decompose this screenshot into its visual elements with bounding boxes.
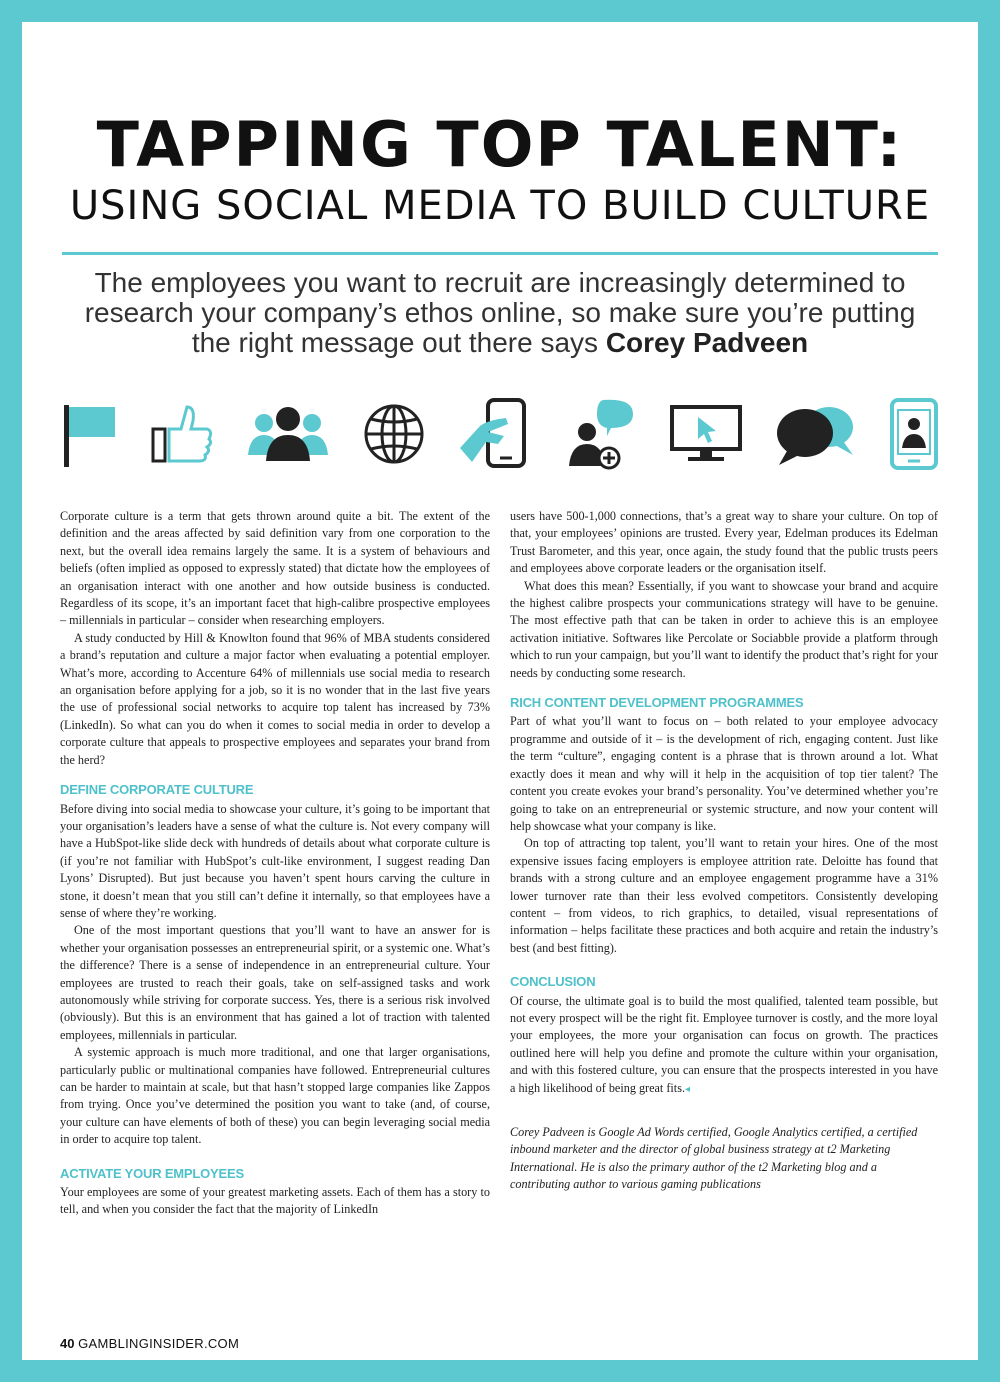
standfirst-author: Corey Padveen <box>605 327 809 358</box>
user-chat-add-icon <box>563 396 639 472</box>
author-bio: Corey Padveen is Google Ad Words certified, Google Analytics certified, a certified inbound marketer and the director of global business strategy at t2 Marketing International. He is also the primary author of the t2 Marketing blog and a contributing author to various gaming publications <box>510 1125 918 1192</box>
paragraph: A study conducted by Hill & Knowlton found that 96% of MBA students considered a brand’s reputation and culture a major factor when evaluating a potential employer. What’s more, according to Accenture 64% of millennials use social media to research an organisation before applying for a job, so it is no wonder that in the last five years the use of professional social networks to acquire top talent has increased by 73% (LinkedIn). So what can you do when it comes to social media in order to develop a corporate culture that appeals to prospective employees and separates your brand from the herd? <box>60 630 490 767</box>
paragraph: users have 500-1,000 connections, that’s a great way to share your culture. On top of that, your employees’ opinions are trusted. Every year, Edelman produces its Edelman Trust Barometer, and this year, once again, the study found that the public trusts peers and employees above corporate leaders or the organisation itself. <box>510 509 938 576</box>
magazine-page <box>22 22 978 1360</box>
phone-user-icon <box>886 396 942 472</box>
end-mark-icon: ◂ <box>685 1083 691 1095</box>
monitor-cursor-icon <box>668 399 744 469</box>
flag-icon <box>58 399 118 469</box>
standfirst <box>72 268 928 358</box>
paragraph: On top of attracting top talent, you’ll want to retain your hires. One of the most expensive issues facing employers is employee attrition rate. Deloitte has found that brands with a strong culture and an employee engagement programme have a 31% lower turnover rate than their less evolved competitors. Consistently developing content – from videos, to rich graphics, to detailed, visual representations of information – helps facilitate these practices and both acquire and retain the industry’s best (and best fitting). <box>510 836 938 955</box>
paragraph: Before diving into social media to showcase your culture, it’s going to be important that your organisation’s leaders have a sense of what the culture is. Not every company will have a HubSpot-like slide deck with hundreds of details about what corporate culture is (if you’re not familiar with HubSpot’s cult-like environment, I suggest reading Dan Lyons’ Disrupted). But just because you haven’t spent hours carving the culture in stone, it doesn’t mean that you still can’t define it internally, so that employees have a sense of where they’re working. <box>60 801 490 920</box>
publication-name: GAMBLINGINSIDER.COM <box>78 1336 240 1351</box>
conclusion-text: Of course, the ultimate goal is to build the most qualified, talented team possible, but not every prospect will be the right fit. Employee turnover is costly, and the more loyal your employees, the more your organisation can focus on growth. The practices outlined here will help you define and promote the culture within your organisation, and with this fostered culture, you can ensure that the prospects interested in you have a high likelihood of being great fits. <box>510 993 938 1095</box>
section-heading: RICH CONTENT DEVELOPMENT PROGRAMMES <box>510 695 804 711</box>
group-icon <box>246 399 330 469</box>
paragraph: One of the most important questions that you’ll want to have an answer for is whether your organisation possesses an entrepreneurial spirit, or a systemic one. What’s the difference? There is a sense of independence in an entrepreneurial culture. Your employees are trusted to reach their goals, take on self-assigned tasks and work autonomously while striving for corporate success. Yes, there is a serious risk involved (obviously). But this is an environment that has gained a lot of traction with talented employees, millennials in particular. <box>60 923 490 1042</box>
paragraph: Corporate culture is a term that gets thrown around quite a bit. The extent of the definition and the areas affected by said definition vary from one corporation to the next, but the overall idea remains largely the same. It is a system of behaviours and beliefs (often implied as opposed to expressly stated) that dictate how the employees of an organisation interact with one another and how outside business is conducted. Regardless of its scope, it’s an important facet that high-calibre prospective employees – millennials in particular – consider when researching employers. <box>60 509 490 628</box>
paragraph: Part of what you’ll want to focus on – both related to your employee advocacy programme and outside of it – is the development of rich, engaging content. Just like the term “culture”, engaging content is a phrase that is thrown around a lot. What exactly does it mean and why will it help in the acquisition of top tier talent? The content you create evokes your brand’s personality. You’ve determined whether you’re going to take on an entrepreneurial or systemic structure, and now your content will help showcase what your company is like. <box>510 714 938 833</box>
section-heading: CONCLUSION <box>510 974 596 990</box>
page-footer <box>60 1336 239 1351</box>
touch-phone-icon <box>458 396 534 472</box>
headline: TAPPING TOP TALENT: <box>96 108 904 181</box>
section-heading: DEFINE CORPORATE CULTURE <box>60 782 254 798</box>
paragraph: What does this mean? Essentially, if you want to showcase your brand and acquire the highest calibre prospects your communications strategy will have to be genuine. The most effective path that can be taken in order to achieve this is an employee activation initiative. Softwares like Percolate or Sociabble provide a platform through which to run your campaign, but you’ll want to identify the product that’s right for your needs by conducting some research. <box>510 578 938 680</box>
right-column <box>510 508 938 1194</box>
paragraph <box>510 993 938 1098</box>
icon-strip <box>58 394 942 474</box>
divider <box>62 252 938 255</box>
page-number: 40 <box>60 1336 75 1351</box>
thumbs-up-icon <box>147 399 217 469</box>
left-column <box>60 508 490 1219</box>
sub-headline: USING SOCIAL MEDIA TO BUILD CULTURE <box>69 183 931 229</box>
standfirst-text: The employees you want to recruit are increasingly determined to research your company’s ethos online, so make sure you’re putting the right message out there says <box>84 267 916 358</box>
speech-bubbles-icon <box>773 399 857 469</box>
paragraph: Your employees are some of your greatest marketing assets. Each of them has a story to tell, and when you consider the fact that the majority of LinkedIn <box>60 1185 490 1217</box>
paragraph: A systemic approach is much more traditional, and one that larger organisations, particularly public or multinational companies have followed. Entrepreneurial cultures can be harder to maintain at scale, but that hasn’t stopped large companies like Zappos from trying. Once you’ve determined the position you want to take (and, of course, your culture can have elements of both of these) you can begin leveraging social media in order to acquire top talent. <box>60 1045 490 1147</box>
section-heading: ACTIVATE YOUR EMPLOYEES <box>60 1165 244 1181</box>
globe-icon <box>359 399 429 469</box>
